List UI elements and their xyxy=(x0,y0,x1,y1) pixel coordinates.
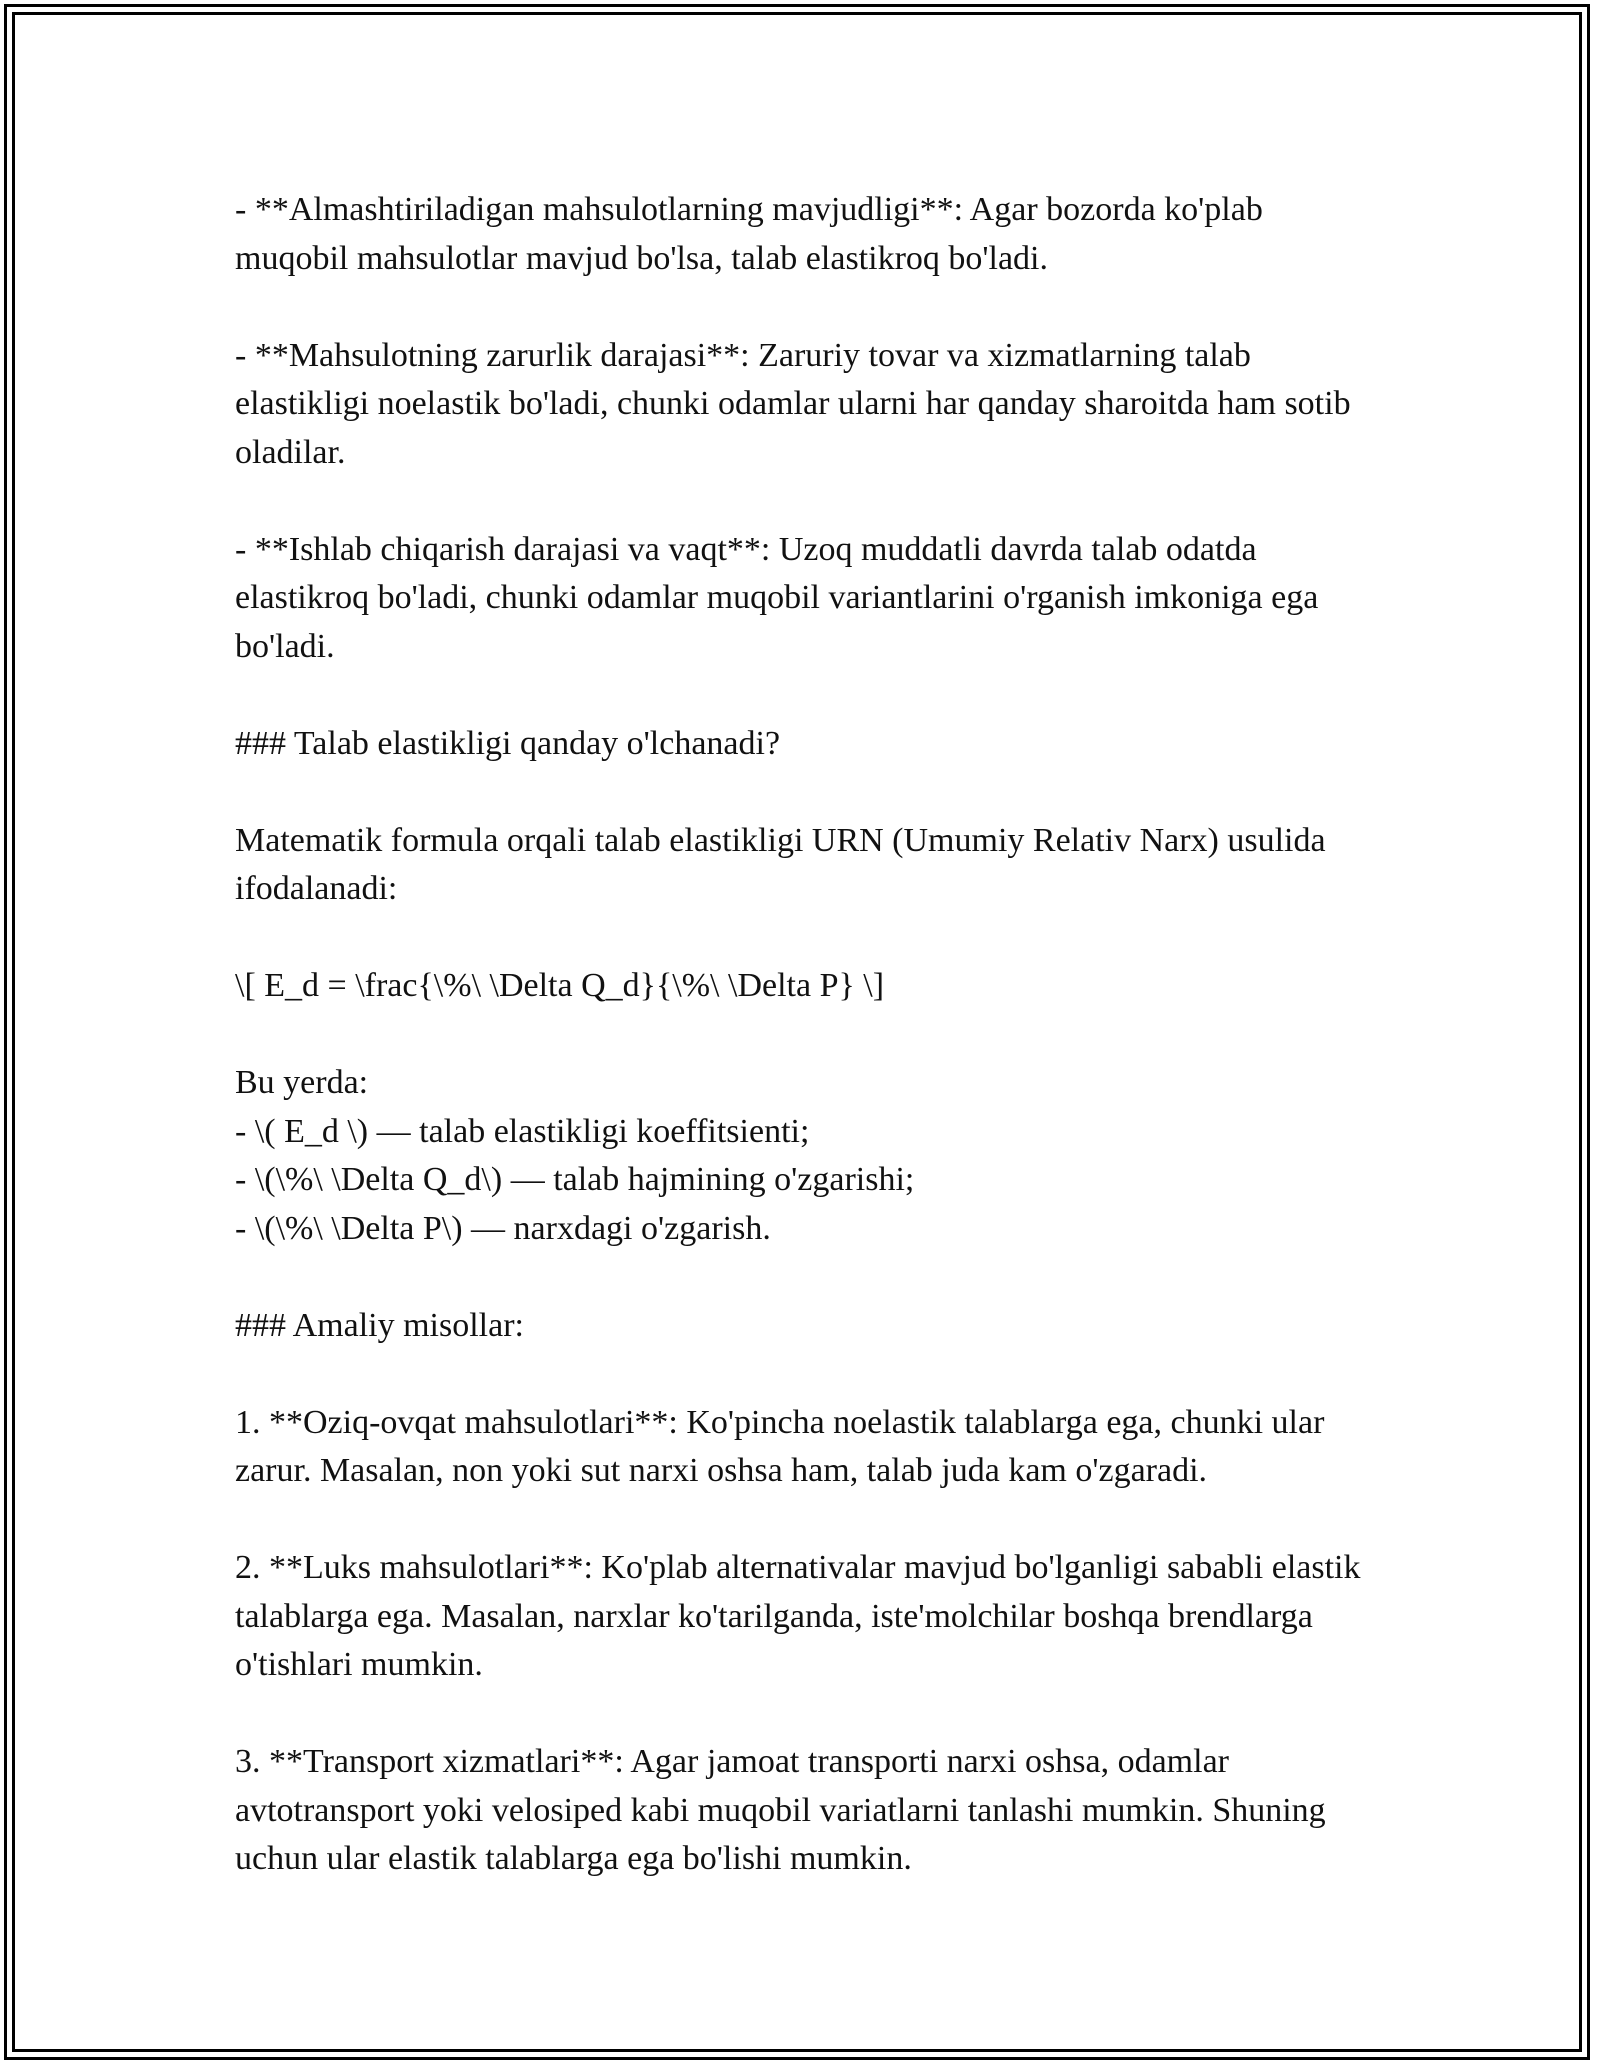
paragraph-gap xyxy=(235,768,1365,817)
example-food: 1. **Oziq-ovqat mahsulotlari**: Ko'pincha noelastik talablarga ega, chunki ular zarur. Masalan, non yoki sut narxi oshsa ham, talab juda kam o'zgaradi. xyxy=(235,1403,1333,1489)
paragraph-gap xyxy=(235,283,1365,332)
document-body xyxy=(235,186,1370,1884)
formula-intro: Matematik formula orqali talab elastikligi URN (Umumiy Relativ Narx) usulida ifodalanadi: xyxy=(235,821,1335,907)
example-luxury: 2. **Luks mahsulotlari**: Ko'plab alternativalar mavjud bo'lganligi sababli elastik talablarga ega. Masalan, narxlar ko'tarilganda, iste'molchilar boshqa brendlarga o'tishlari mumkin. xyxy=(235,1549,1370,1683)
heading-measurement: ### Talab elastikligi qanday o'lchanadi? xyxy=(235,724,781,762)
paragraph-gap xyxy=(235,914,1365,963)
bullet-necessity: - **Mahsulotning zarurlik darajasi**: Zaruriy tovar va xizmatlarning talab elastikligi noelastik bo'ladi, chunki odamlar ularni har qanday sharoitda ham sotib oladilar. xyxy=(235,336,1360,471)
example-transport: 3. **Transport xizmatlari**: Agar jamoat transporti narxi oshsa, odamlar avtotransport yoki velosiped kabi muqobil variatlarni tanlashi mumkin. Shuning uchun ular elastik talablarga ega bo'lishi mumkin. xyxy=(235,1743,1335,1877)
paragraph-gap xyxy=(235,671,1365,720)
heading-examples: ### Amaliy misollar: xyxy=(235,1306,524,1344)
elasticity-formula: \[ E_d = \frac{\%\ \Delta Q_d}{\%\ \Delta P} \] xyxy=(235,967,885,1004)
paragraph-gap xyxy=(235,1011,1365,1060)
paragraph-gap xyxy=(235,1690,1365,1739)
bullet-substitutes: - **Almashtiriladigan mahsulotlarning mavjudligi**: Agar bozorda ko'plab muqobil mahsulotlar mavjud bo'lsa, talab elastikroq bo'ladi. xyxy=(235,191,1272,277)
bullet-production-time: - **Ishlab chiqarish darajasi va vaqt**: Uzoq muddatli davrda talab odatda elastikroq bo'ladi, chunki odamlar muqobil variantlarini o'rganish imkoniga ega bo'ladi. xyxy=(235,530,1327,665)
paragraph-gap xyxy=(235,1350,1365,1399)
paragraph-gap xyxy=(235,1253,1365,1302)
formula-legend: Bu yerda: - \( E_d \) — talab elastikligi koeffitsienti; - \(\%\ \Delta Q_d\) — talab hajmining o'zgarishi; - \(\%\ \Delta P\) — narxdagi o'zgarish. xyxy=(235,1064,915,1247)
paragraph-gap xyxy=(235,477,1365,526)
paragraph-gap xyxy=(235,1496,1365,1545)
